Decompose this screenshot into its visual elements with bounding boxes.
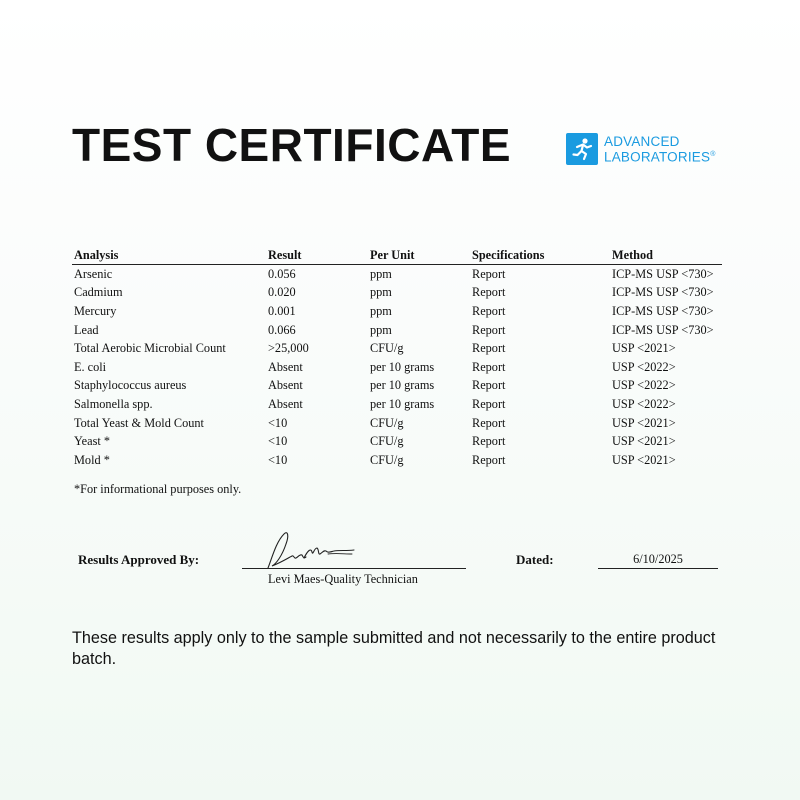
analysis-cell: Staphylococcus aureus (74, 378, 187, 393)
result-cell: 0.020 (268, 285, 296, 300)
unit-cell: CFU/g (370, 341, 404, 356)
result-cell: Absent (268, 378, 303, 393)
table-row (72, 414, 722, 433)
column-header-result: Result (266, 246, 368, 265)
method-cell: USP <2022> (612, 359, 676, 374)
spec-cell: Report (472, 341, 506, 356)
signature-line (242, 568, 466, 569)
disclaimer-text: These results apply only to the sample submitted and not necessarily to the entire product batch. (72, 629, 716, 668)
results-table (72, 246, 722, 470)
unit-cell: ppm (370, 266, 392, 281)
analysis-cell: Cadmium (74, 285, 123, 300)
spec-cell: Report (472, 452, 506, 467)
method-cell: ICP-MS USP <730> (612, 285, 714, 300)
spec-cell: Report (472, 396, 506, 411)
result-cell: >25,000 (268, 341, 309, 356)
result-cell: 0.066 (268, 322, 296, 337)
analysis-cell: Total Yeast & Mold Count (74, 415, 204, 430)
date-line (598, 568, 718, 569)
unit-cell: per 10 grams (370, 359, 435, 374)
signer-name: Levi Maes-Quality Technician (268, 572, 418, 586)
result-cell: 0.056 (268, 266, 296, 281)
spec-cell: Report (472, 359, 506, 374)
runner-figure-icon (566, 133, 598, 165)
dated-value: 6/10/2025 (633, 552, 683, 566)
column-header-analysis: Analysis (72, 246, 266, 265)
unit-cell: CFU/g (370, 452, 404, 467)
method-cell: USP <2022> (612, 378, 676, 393)
table-row (72, 395, 722, 414)
logo-wordmark (604, 135, 716, 164)
company-logo (566, 132, 716, 166)
table-row (72, 321, 722, 340)
unit-cell: per 10 grams (370, 378, 435, 393)
method-cell: USP <2021> (612, 415, 676, 430)
analysis-cell: Mold * (74, 452, 110, 467)
analysis-cell: Yeast * (74, 434, 110, 449)
table-row (72, 265, 722, 284)
analysis-cell: Total Aerobic Microbial Count (74, 341, 226, 356)
spec-cell: Report (472, 266, 506, 281)
handwritten-signature (258, 528, 368, 570)
spec-cell: Report (472, 303, 506, 318)
result-cell: Absent (268, 359, 303, 374)
spec-cell: Report (472, 285, 506, 300)
column-header-per-unit: Per Unit (368, 246, 470, 265)
method-cell: USP <2021> (612, 452, 676, 467)
unit-cell: CFU/g (370, 415, 404, 430)
method-cell: ICP-MS USP <730> (612, 322, 714, 337)
table-row (72, 451, 722, 470)
analysis-cell: Arsenic (74, 266, 113, 281)
analysis-cell: Mercury (74, 303, 117, 318)
method-cell: ICP-MS USP <730> (612, 303, 714, 318)
table-row (72, 358, 722, 377)
table-header-row (72, 246, 722, 265)
result-cell: <10 (268, 452, 288, 467)
table-row (72, 284, 722, 303)
method-cell: USP <2022> (612, 396, 676, 411)
table-footnote: *For informational purposes only. (74, 482, 242, 496)
spec-cell: Report (472, 415, 506, 430)
unit-cell: ppm (370, 303, 392, 318)
method-cell: USP <2021> (612, 341, 676, 356)
table-row (72, 339, 722, 358)
column-header-method: Method (610, 246, 722, 265)
spec-cell: Report (472, 434, 506, 449)
analysis-cell: E. coli (74, 359, 107, 374)
method-cell: USP <2021> (612, 434, 676, 449)
analysis-cell: Salmonella spp. (74, 396, 153, 411)
method-cell: ICP-MS USP <730> (612, 266, 714, 281)
table-row (72, 432, 722, 451)
result-cell: 0.001 (268, 303, 296, 318)
registered-mark: ® (710, 150, 716, 158)
analysis-cell: Lead (74, 322, 99, 337)
page-title: TEST CERTIFICATE (72, 119, 512, 171)
table-row (72, 302, 722, 321)
unit-cell: per 10 grams (370, 396, 435, 411)
approved-by-label: Results Approved By: (78, 552, 200, 567)
column-header-specifications: Specifications (470, 246, 610, 265)
unit-cell: ppm (370, 322, 392, 337)
result-cell: Absent (268, 396, 303, 411)
spec-cell: Report (472, 378, 506, 393)
dated-label: Dated: (516, 552, 554, 567)
unit-cell: ppm (370, 285, 392, 300)
result-cell: <10 (268, 415, 288, 430)
table-row (72, 377, 722, 396)
result-cell: <10 (268, 434, 288, 449)
logo-line-2: LABORATORIES (604, 149, 711, 165)
logo-line-1: ADVANCED (604, 133, 680, 149)
spec-cell: Report (472, 322, 506, 337)
unit-cell: CFU/g (370, 434, 404, 449)
